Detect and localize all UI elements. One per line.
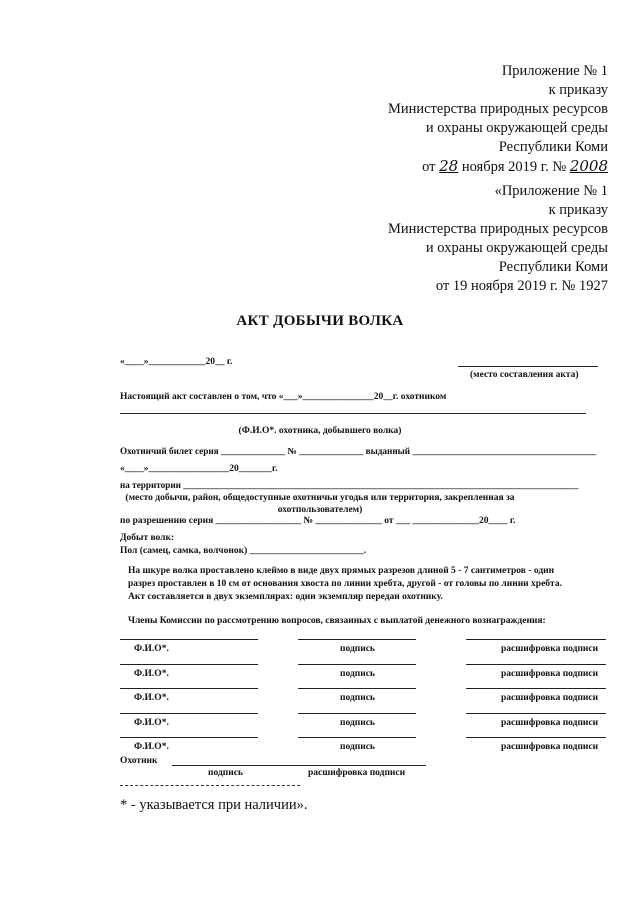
header-line: Приложение № 1 — [501, 63, 608, 79]
header-line: «Приложение № 1 — [494, 183, 608, 199]
permit-line: по разрешению серия __________________ № ______________ от ___ ______________20____ г. — [120, 516, 516, 526]
territory-caption: (место добычи, район, общедоступные охотничьи угодья или территория, закрепленная за — [125, 493, 515, 503]
decode-caption: расшифровка подписи — [501, 693, 599, 703]
decode-caption: расшифровка подписи — [501, 718, 599, 728]
header-line: и охраны окружающей среды — [425, 120, 608, 136]
header-line: к приказу — [548, 82, 608, 98]
fio-line — [120, 688, 258, 689]
fio-caption: (Ф.И.О*. охотника, добывшего волка) — [238, 426, 402, 436]
sign-line — [298, 664, 416, 665]
sign-caption: подпись — [340, 718, 375, 728]
mark-paragraph-line: На шкуре волка проставлено клеймо в виде двух прямых разрезов длиной 5 - 7 сантиметров - один — [128, 566, 555, 576]
ticket-line: Охотничий билет серия ______________ № ______________ выданный ________________________________________ — [120, 446, 597, 456]
header-line: Министерства природных ресурсов — [387, 101, 608, 117]
footnote-text: * - указывается при наличии». — [120, 797, 308, 813]
sign-line — [298, 713, 416, 714]
decode-line — [466, 737, 606, 738]
mark-paragraph-line: разрез проставлен в 10 см от основания хвоста по линии хребта, другой - от головы по линии хребта. — [128, 579, 562, 589]
handwritten-day: 28 — [439, 157, 459, 175]
fio-caption: Ф.И.О*. — [134, 742, 169, 752]
fio-line — [120, 639, 258, 640]
commission-heading: Члены Комиссии по рассмотрению вопросов, связанных с выплатой денежного вознаграждения: — [128, 616, 546, 626]
footnote-separator — [120, 785, 300, 786]
territory-line: на территории ______________________________________________________________________________________ — [120, 480, 579, 490]
sign-line — [298, 688, 416, 689]
decode-caption: расшифровка подписи — [501, 644, 599, 654]
header-appendix-block — [388, 62, 608, 177]
decode-caption: расшифровка подписи — [501, 669, 599, 679]
decode-line — [466, 639, 606, 640]
header-amended-block — [388, 182, 608, 296]
ticket-date-line: «____»_________________20_______г. — [120, 464, 278, 474]
handwritten-number: 2008 — [569, 157, 608, 175]
place-line — [458, 366, 598, 367]
decode-caption: расшифровка подписи — [501, 742, 599, 752]
sign-caption: подпись — [340, 669, 375, 679]
sign-caption: подпись — [340, 742, 375, 752]
mark-paragraph-line: Акт составляется в двух экземплярах: один экземпляр передан охотнику. — [128, 592, 443, 602]
hunter-sign-caption: подпись — [208, 768, 243, 778]
header-line: от 19 ноября 2019 г. № 1927 — [435, 278, 608, 294]
header-date-line: от 28 ноября 2019 г. № 2008 — [422, 157, 608, 175]
header-line: Республики Коми — [498, 139, 608, 155]
fio-caption: Ф.И.О*. — [134, 669, 169, 679]
fio-caption: Ф.И.О*. — [134, 693, 169, 703]
hunter-sign-line — [172, 765, 426, 766]
territory-caption: охотпользователем) — [277, 505, 363, 515]
sex-line: Пол (самец, самка, волчонок) ________________________. — [120, 546, 366, 556]
place-caption: (место составления акта) — [470, 370, 579, 380]
fio-caption: Ф.И.О*. — [134, 644, 169, 654]
intro-line: Настоящий акт составлен о том, что «___»_______________20__г. охотником — [120, 392, 447, 402]
fio-line — [120, 713, 258, 714]
act-date-field: «____»____________20__ г. — [120, 357, 233, 367]
fio-line — [120, 737, 258, 738]
fio-caption: Ф.И.О*. — [134, 718, 169, 728]
header-line: Республики Коми — [498, 259, 608, 275]
sign-caption: подпись — [340, 644, 375, 654]
header-line: Министерства природных ресурсов — [387, 221, 608, 237]
decode-line — [466, 688, 606, 689]
decode-line — [466, 713, 606, 714]
sign-line — [298, 639, 416, 640]
decode-line — [466, 664, 606, 665]
hunter-label: Охотник — [120, 756, 158, 766]
fio-line — [120, 664, 258, 665]
sign-line — [298, 737, 416, 738]
header-line: и охраны окружающей среды — [425, 240, 608, 256]
hunter-name-line — [120, 413, 586, 414]
hunter-decode-caption: расшифровка подписи — [308, 768, 406, 778]
wolf-label: Добыт волк: — [120, 533, 175, 543]
page-title: АКТ ДОБЫЧИ ВОЛКА — [236, 313, 404, 329]
sign-caption: подпись — [340, 693, 375, 703]
header-line: к приказу — [548, 202, 608, 218]
